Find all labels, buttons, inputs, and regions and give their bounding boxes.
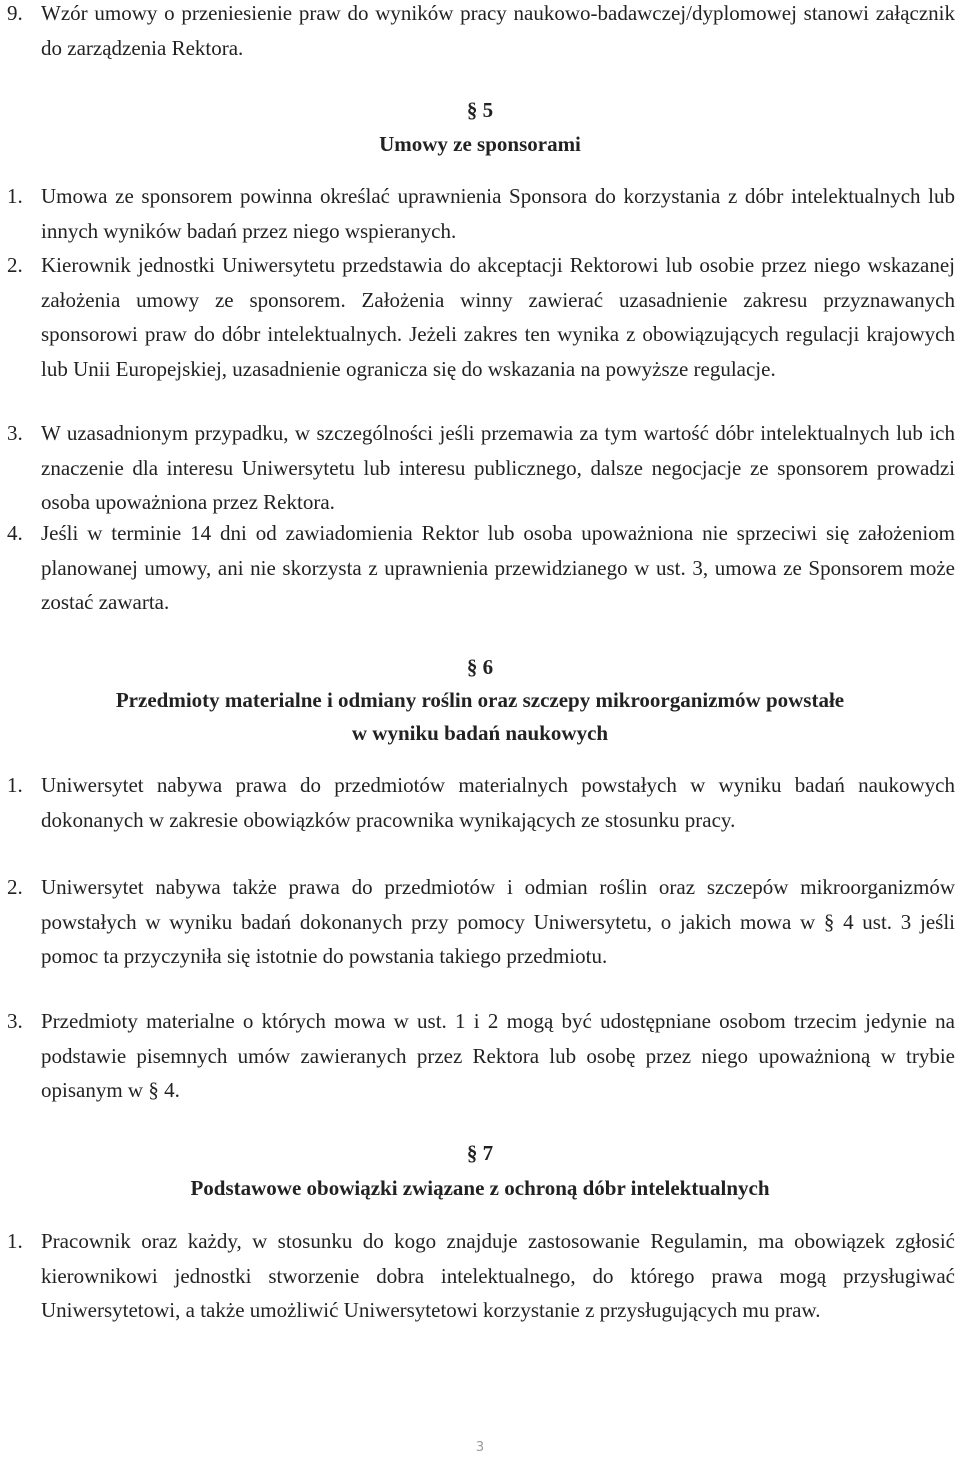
- section-6-title-line1: Przedmioty materialne i odmiany roślin oraz szczepy mikroorganizmów powstałe: [115, 688, 845, 712]
- item-number: 1.: [7, 184, 23, 208]
- list-item: [7, 0, 955, 65]
- item-number: 3.: [7, 1009, 23, 1033]
- page-number: 3: [475, 1440, 485, 1455]
- item-number: 1.: [7, 773, 23, 797]
- item-text: Wzór umowy o przeniesienie praw do wyników pracy naukowo-badawczej/dyplomowej stanowi załącznik do zarządzenia Rektora.: [41, 1, 955, 60]
- item-text: Kierownik jednostki Uniwersytetu przedstawia do akceptacji Rektorowi lub osobie przez niego wskazanej założenia umowy ze sponsorem. Założenia winny zawierać uzasadnienie zakresu przyznawanych sponsorowi praw do dóbr intelektualnych. Jeżeli zakres ten wynika z obowiązujących regulacji krajowych lub Unii Europejskiej, uzasadnienie ogranicza się do wskazania na powyższe regulacje.: [41, 253, 955, 381]
- section-6-title-line2: w wyniku badań naukowych: [351, 721, 609, 745]
- item-text: Pracownik oraz każdy, w stosunku do kogo znajduje zastosowanie Regulamin, ma obowiązek zgłosić kierownikowi jednostki stworzenie dobra intelektualnego, do którego prawa mogą przysługiwać Uniwersytetowi, a także umożliwić Uniwersytetowi korzystanie z przysługujących mu praw.: [41, 1229, 955, 1322]
- item-text: Uniwersytet nabywa także prawa do przedmiotów i odmian roślin oraz szczepów mikroorganizmów powstałych w wyniku badań dokonanych przy pomocy Uniwersytetu, o jakich mowa w § 4 ust. 3 jeśli pomoc ta przyczyniła się istotnie do powstania takiego przedmiotu.: [41, 875, 955, 968]
- item-text: Uniwersytet nabywa prawa do przedmiotów materialnych powstałych w wyniku badań naukowych dokonanych w zakresie obowiązków pracownika wynikających ze stosunku pracy.: [41, 773, 955, 832]
- item-text: Przedmioty materialne o których mowa w ust. 1 i 2 mogą być udostępniane osobom trzecim jedynie na podstawie pisemnych umów zawieranych przez Rektora lub osobę przez niego upoważnioną w trybie opisanym w § 4.: [41, 1009, 955, 1102]
- list-item: [7, 416, 955, 520]
- list-item: [7, 870, 955, 974]
- item-number: 2.: [7, 875, 23, 899]
- list-item: [7, 1224, 955, 1328]
- list-item: [7, 768, 955, 837]
- item-number: 3.: [7, 421, 23, 445]
- item-number: 4.: [7, 521, 23, 545]
- list-item: [7, 1004, 955, 1108]
- section-5-mark: § 5: [466, 98, 494, 122]
- item-number: 2.: [7, 253, 23, 277]
- item-number: 9.: [7, 1, 23, 25]
- list-item: [7, 516, 955, 620]
- section-7-mark: § 7: [466, 1141, 494, 1165]
- section-7-title: Podstawowe obowiązki związane z ochroną dóbr intelektualnych: [190, 1176, 770, 1200]
- item-text: W uzasadnionym przypadku, w szczególności jeśli przemawia za tym wartość dóbr intelektualnych lub ich znaczenie dla interesu Uniwersytetu lub interesu publicznego, dalsze negocjacje ze sponsorem prowadzi osoba upoważniona przez Rektora.: [41, 421, 955, 514]
- section-6-mark: § 6: [466, 655, 494, 679]
- list-item: [7, 248, 955, 386]
- item-text: Jeśli w terminie 14 dni od zawiadomienia Rektor lub osoba upoważniona nie sprzeciwi się założeniom planowanej umowy, ani nie skorzysta z uprawnienia przewidzianego w ust. 3, umowa ze Sponsorem może zostać zawarta.: [41, 521, 955, 614]
- item-text: Umowa ze sponsorem powinna określać uprawnienia Sponsora do korzystania z dóbr intelektualnych lub innych wyników badań przez niego wspieranych.: [41, 184, 955, 243]
- section-5-title: Umowy ze sponsorami: [379, 132, 581, 156]
- item-number: 1.: [7, 1229, 23, 1253]
- list-item: [7, 179, 955, 248]
